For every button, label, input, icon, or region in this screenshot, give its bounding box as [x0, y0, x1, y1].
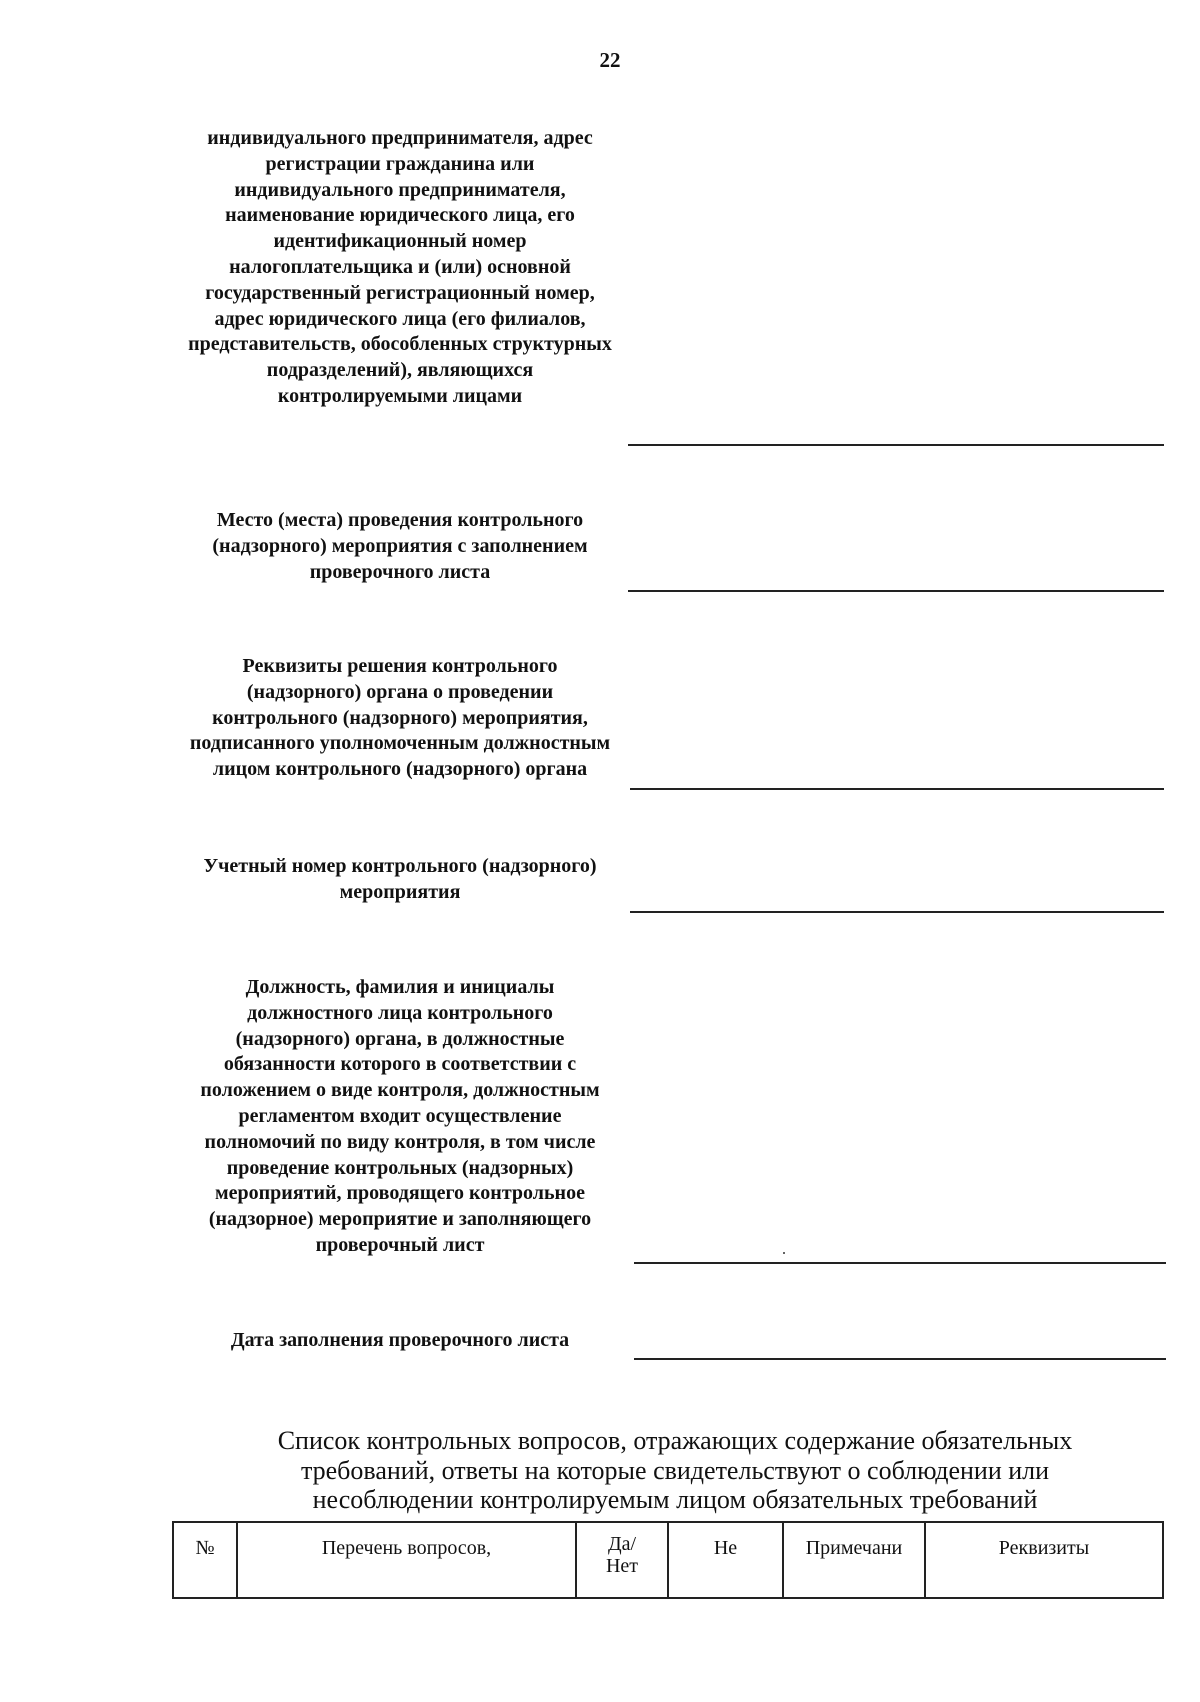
column-header-requisites: Реквизиты	[925, 1522, 1163, 1598]
checklist-header-row	[173, 1522, 1163, 1598]
field-label-inspector-details: Должность, фамилия и инициалы должностного лица контрольного (надзорного) органа, в должностные обязанности которого в соответствии с положением о виде контроля, должностным регламентом входит осуществление полномочий по виду контроля, в том числе проведение контрольных (надзорных) мероприятий, проводящего контрольное (надзорное) мероприятие и заполняющего проверочный лист	[200, 976, 600, 1256]
field-line-decision-details[interactable]	[630, 788, 1164, 790]
field-line-fill-date[interactable]	[634, 1358, 1166, 1360]
column-header-number: №	[173, 1522, 237, 1598]
field-line-inspection-place[interactable]	[628, 590, 1164, 592]
field-line-registration-number[interactable]	[630, 911, 1164, 913]
scan-speck	[783, 1252, 785, 1254]
field-label-registration-number: Учетный номер контрольного (надзорного) мероприятия	[203, 855, 597, 903]
column-header-not: Не	[668, 1522, 783, 1598]
field-line-inspector-details[interactable]	[634, 1262, 1166, 1264]
page-number: 22	[599, 48, 621, 72]
column-header-notes: Примечани	[783, 1522, 925, 1598]
field-label-decision-details: Реквизиты решения контрольного (надзорного) органа о проведении контрольного (надзорного) мероприятия, подписанного уполномоченным должностным лицом контрольного (надзорного) органа	[189, 655, 611, 781]
column-header-questions: Перечень вопросов,	[237, 1522, 576, 1598]
field-label-inspection-place: Место (места) проведения контрольного (надзорного) мероприятия с заполнением проверочного листа	[212, 509, 588, 583]
field-label-fill-date: Дата заполнения проверочного листа	[230, 1329, 570, 1351]
field-line-subject-details[interactable]	[628, 444, 1164, 446]
field-label-subject-details: индивидуального предпринимателя, адрес регистрации гражданина или индивидуального предпринимателя, наименование юридического лица, его идентификационный номер налогоплательщика и (или) основной государственный регистрационный номер, адрес юридического лица (его филиалов, представительств, обособленных структурных подразделений), являющихся контролируемыми лицами	[188, 127, 612, 407]
column-header-yes-no: Да/ Нет	[576, 1522, 668, 1598]
checklist-table	[172, 1521, 1164, 1599]
checklist-section-title: Список контрольных вопросов, отражающих содержание обязательных требований, ответы на которые свидетельствуют о соблюдении или несоблюдении контролируемым лицом обязательных требований	[277, 1426, 1073, 1514]
